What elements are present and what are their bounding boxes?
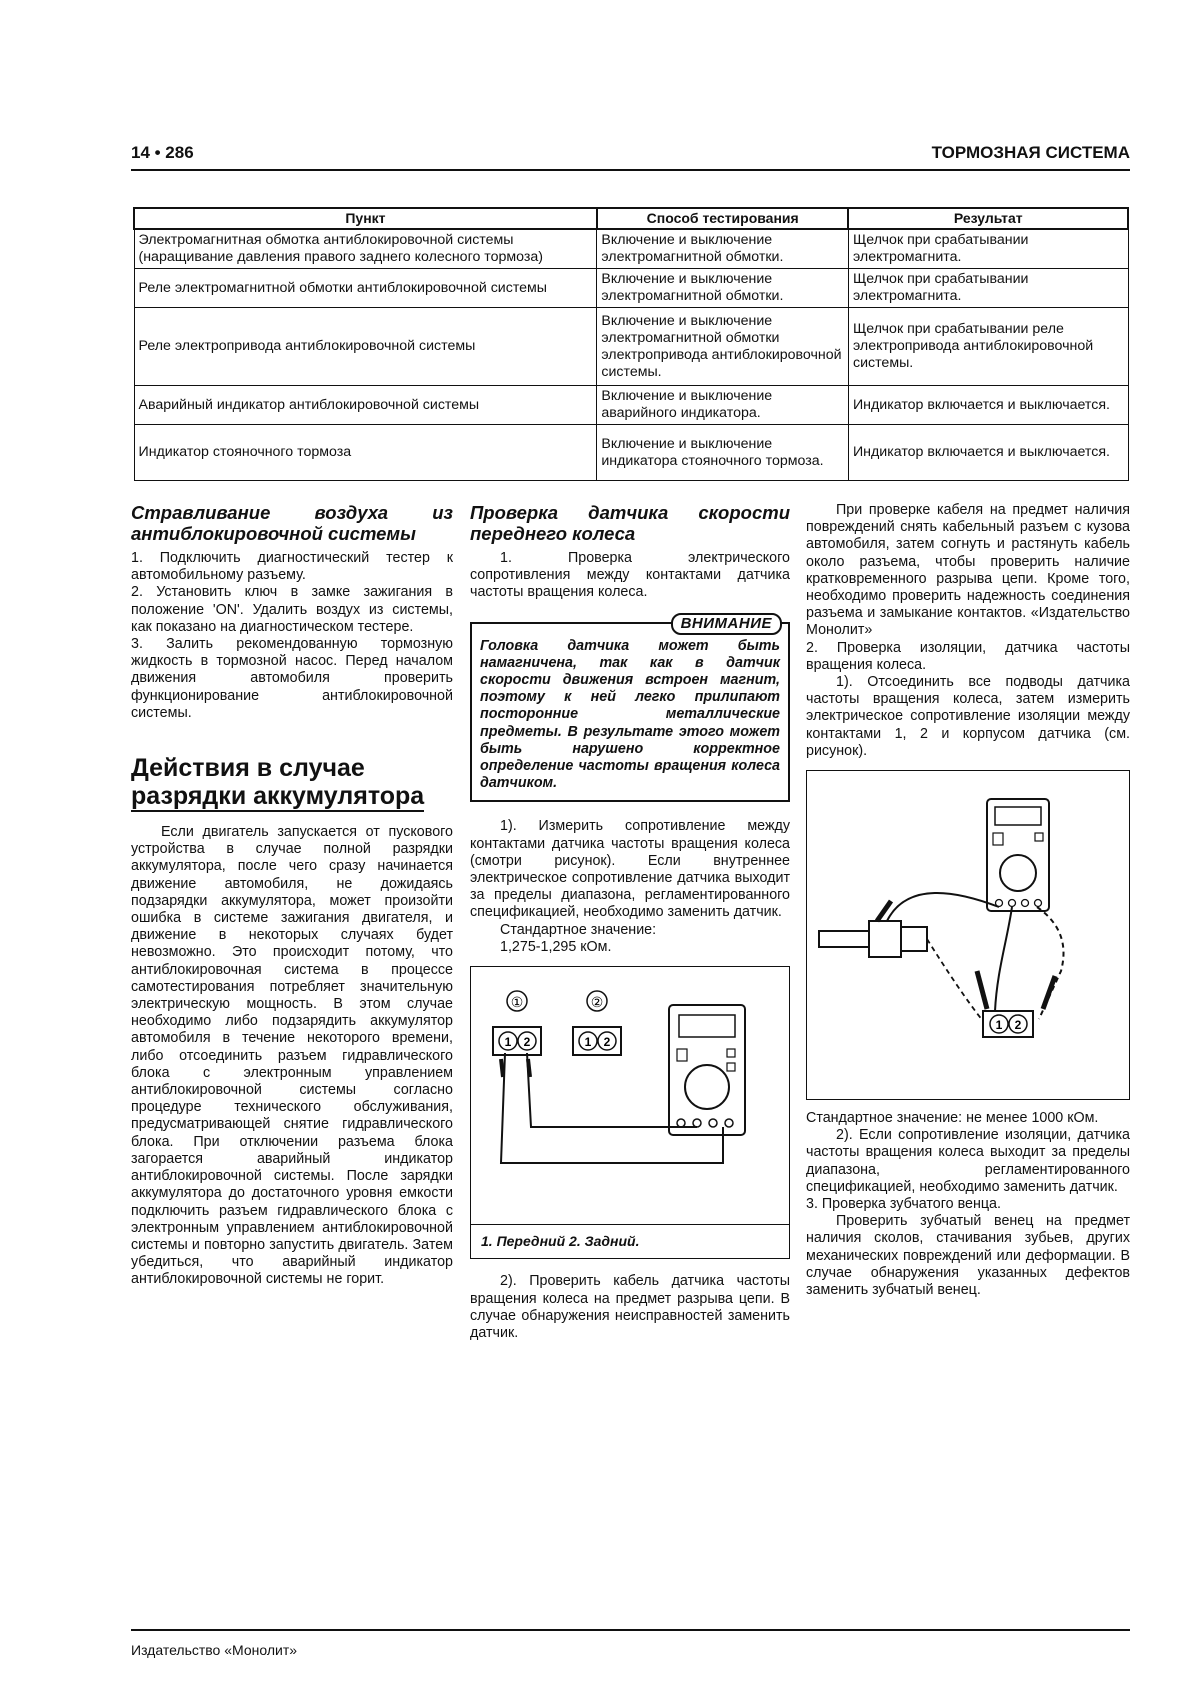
step-item: 1. Проверка электрического сопротивления между контактами датчика частоты вращения колеса. [470,550,790,601]
table-cell-method: Включение и выключение индикатора стояночного тормоза. [597,425,849,481]
table-cell-item: Реле электромагнитной обмотки антиблокировочной системы [134,269,597,308]
section-heading-battery [131,754,453,812]
section-heading-line: Действия в случае [131,754,365,783]
table-cell-method: Включение и выключение аварийного индикатора. [597,386,849,425]
body-paragraph: При проверке кабеля на предмет наличия повреждений снять кабельный разъем с кузова автомобиля, затем согнуть и растянуть кабель около разъема, чтобы проверить наличие кратковременного разрыва цепи. Кроме того, необходимо проверить надежность соединения разъема и замыкание контактов. «Издательство Монолит» [806,502,1130,639]
table-row [134,308,1128,386]
test-table [133,207,1129,481]
body-paragraph: Если двигатель запускается от пускового устройства в случае полной разрядки аккумулятора, после чего сразу начинается движение автомобиля, не дожидаясь подзарядки аккумулятора, может произойти ошибка в системе зажигания двигателя, и движение в некоторых случаях будет невозможно. Это происходит потому, что антиблокировочная система в процессе самотестирования потребляет значительную электрическую мощность. В этом случае необходимо либо подзарядить аккумулятор автомобиля в течение некоторого времени, либо отсоединить разъем гидравлического блока с электронным управлением антиблокировочной системы согласно процедуре технического обслуживания, предусматривающей снятие гидравлического блока. При отключении разъема блока загорается аварийный индикатор антиблокировочной системы. После зарядки аккумулятора до достаточного уровня емкости подключить разъем гидравлического блока с электронным управлением антиблокировочной системы и повторно запустить двигатель. Затем убедиться, что аварийный индикатор антиблокировочной системы не горит. [131,824,453,1288]
table-header-item: Пункт [134,208,597,229]
figure-label-front: ① [510,994,524,1011]
table-cell-result: Щелчок при срабатывании электромагнита. [848,229,1128,269]
section-heading-line: разрядки аккумулятора [131,782,425,811]
sensor-multimeter-diagram [471,967,788,1219]
step-item: 1. Подключить диагностический тестер к автомобильному разъему. [131,550,453,584]
table-row [134,425,1128,481]
pin-label: 1 [584,1035,592,1050]
column-1 [131,502,453,1289]
table-cell-item: Аварийный индикатор антиблокировочной системы [134,386,597,425]
attention-text: Головка датчика может быть намагничена, так как в датчик скорости движения встроен магнит, поэтому к ней легко прилипают посторонние металлические предметы. В результате этого может быть нарушено корректное определение частоты вращения колеса датчиком. [480,637,780,792]
body-paragraph: 2). Если сопротивление изоляции, датчика частоты вращения колеса выходит за пределы диапазона, регламентированного спецификацией, необходимо заменить датчик. [806,1127,1130,1195]
step-item: 3. Залить рекомендованную тормозную жидкость в тормозной насос. Перед началом движения автомобиля проверить функционирование антиблокировочной системы. [131,636,453,721]
table-header-result: Результат [848,208,1128,229]
pin-label: 1 [995,1018,1003,1033]
pin-label: 2 [603,1035,611,1050]
figure-sensor-resistance [470,966,790,1259]
table-row [134,229,1128,269]
column-3 [806,502,1130,1299]
step-item: 2. Установить ключ в замке зажигания в положение 'ON'. Удалить воздух из системы, как показано на диагностическом тестере. [131,584,453,635]
table-row [134,386,1128,425]
running-title: ТОРМОЗНАЯ СИСТЕМА [931,143,1130,162]
body-paragraph: 1). Отсоединить все подводы датчика частоты вращения колеса, затем измерить электрическое сопротивление изоляции между контактами 1, 2 и корпусом датчика (см. рисунок). [806,674,1130,759]
page-footer [131,1629,1130,1658]
column-2 [470,502,790,1342]
figure-label-rear: ② [590,994,604,1011]
step-item: 3. Проверка зубчатого венца. [806,1196,1001,1213]
section-title-sensor: Проверка датчика скорости переднего колеса [470,502,790,544]
table-cell-result: Индикатор включается и выключается. [848,386,1128,425]
table-cell-item: Индикатор стояночного тормоза [134,425,597,481]
standard-value-label: Стандартное значение: [500,921,657,938]
table-header-method: Способ тестирования [597,208,849,229]
section-title-bleeding: Стравливание воздуха из антиблокировочной системы [131,502,453,544]
table-cell-method: Включение и выключение электромагнитной обмотки. [597,269,849,308]
table-cell-item: Электромагнитная обмотка антиблокировочной системы (наращивание давления правого заднего колесного тормоза) [134,229,597,269]
table-cell-result: Щелчок при срабатывании электромагнита. [848,269,1128,308]
figure-insulation-test [806,770,1130,1100]
table-cell-result: Щелчок при срабатывании реле электропривода антиблокировочной системы. [848,308,1128,386]
table-cell-item: Реле электропривода антиблокировочной системы [134,308,597,386]
page-number: 14 • 286 [131,143,194,162]
body-paragraph: 2). Проверить кабель датчика частоты вращения колеса на предмет разрыва цепи. В случае обнаружения неисправностей заменить датчик. [470,1273,790,1342]
table-header-row [134,208,1128,229]
standard-value: 1,275-1,295 кОм. [500,938,612,955]
pin-label: 2 [523,1035,531,1050]
pin-label: 1 [504,1035,512,1050]
table-cell-method: Включение и выключение электромагнитной обмотки электропривода антиблокировочной системы. [597,308,849,386]
table-row [134,269,1128,308]
step-item: 2. Проверка изоляции, датчика частоты вращения колеса. [806,639,1130,673]
attention-box [470,614,790,803]
body-paragraph: 1). Измерить сопротивление между контактами датчика частоты вращения колеса (смотри рисунок). Если внутреннее электрическое сопротивление датчика выходит за пределы диапазона, регламентированного спецификацией, необходимо заменить датчик. [470,818,790,921]
figure-caption: 1. Передний 2. Задний. [471,1224,789,1258]
pin-label: 2 [1014,1018,1022,1033]
attention-title: ВНИМАНИЕ [671,613,782,635]
table-cell-result: Индикатор включается и выключается. [848,425,1128,481]
page-header [131,143,1130,171]
standard-value: Стандартное значение: не менее 1000 кОм. [806,1110,1099,1127]
insulation-test-diagram [807,771,1128,1097]
table-cell-method: Включение и выключение электромагнитной обмотки. [597,229,849,269]
publisher-name: Издательство «Монолит» [131,1642,298,1658]
body-paragraph: Проверить зубчатый венец на предмет наличия сколов, стачивания зубьев, других механических повреждений или деформации. В случае обнаружения указанных дефектов заменить зубчатый венец. [806,1213,1130,1299]
